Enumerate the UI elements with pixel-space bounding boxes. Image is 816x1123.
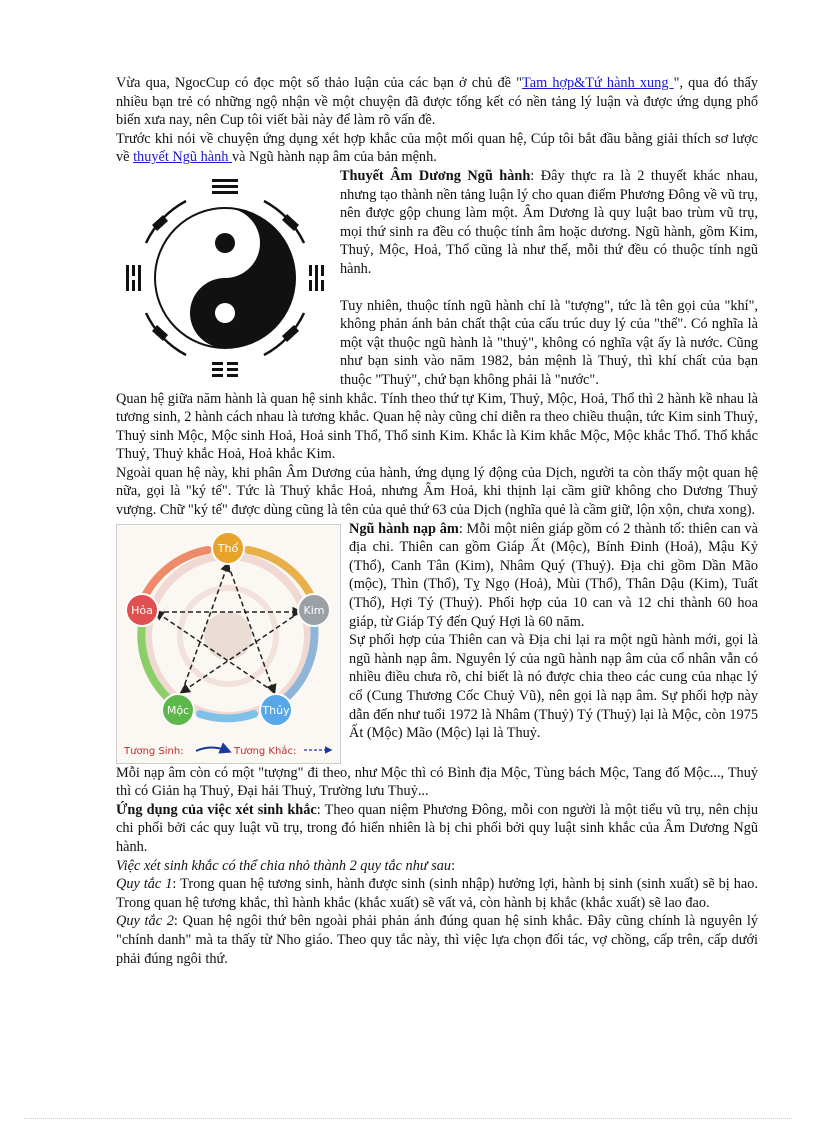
intro-paragraph-1: Vừa qua, NgocCup có đọc một số thảo luận của các bạn ở chủ đề "Tam hợp&Tứ hành xung ", qua đó thấy nhiều bạn trẻ có những ngộ nhận về một chuyện đã được tổng kết có nền tảng lý luận và được ứng dụng phổ biến xưa nay, nên Cup tôi viết bài này để làm rõ vấn đề. [116, 75, 759, 129]
quan-he-paragraph-2: Ngoài quan hệ này, khi phân Âm Dương của hành, ứng dụng lý động của Dịch, người ta còn thấy một quan hệ nữa, gọi là "ký tế". Tức là Thuỷ khắc Hoả, nhưng Âm Hoả, khi thịnh lại cầm giữ không cho Dương Thuỷ vượng. Chữ "ký tế" được dùng cũng là tên của quẻ thứ 63 của Dịch (nghĩa quẻ là cầm giữ, lộn xộn, chưa xong). [116, 464, 758, 519]
svg-text:Kim: Kim [303, 603, 325, 617]
am-duong-paragraph-2: Tuy nhiên, thuộc tính ngũ hành chỉ là "tượng", tức là tên gọi của "khí", không phản ánh bản chất thật của cấu trúc duy lý của "thể". Có nghĩa là một vật thuộc ngũ hành là "thuỷ", không có nghĩa vật ấy là nước. Cũng như bạn sinh vào năm 1982, bản mệnh là Thuỷ, thì khí chất của bạn thuộc "Thuỷ", chứ bạn không phải là "nước". [340, 297, 758, 388]
nap-am-title: Ngũ hành nạp âm [349, 520, 459, 537]
legend-tuong-sinh: Tương Sinh: [124, 745, 184, 757]
nap-am-paragraph-3: Mỗi nạp âm còn có một "tượng" đi theo, như Mộc thì có Bình địa Mộc, Tùng bách Mộc, Tang đố Mộc..., Thuỷ thì có Giản hạ Thuỷ, Đại hải Thuỷ, Trường lưu Thuỷ... [116, 764, 758, 800]
ung-dung-italic-note: Việc xét sinh khắc có thể chia nhỏ thành 2 quy tắc như sau: [116, 857, 456, 874]
rule-1-paragraph: Quy tắc 1: Trong quan hệ tương sinh, hành được sinh (sinh nhập) hưởng lợi, hành bị sinh (sinh xuất) sẽ bị hao. Trong quan hệ tương khắc, thì hành khắc (khắc xuất) sẽ vất vả, còn hành bị khắc (khắc xuất) sẽ lao đao. [116, 876, 758, 911]
quan-he-paragraph-1: Quan hệ giữa năm hành là quan hệ sinh khắc. Tính theo thứ tự Kim, Thuỷ, Mộc, Hoả, Thổ thì 2 hành kề nhau là tương sinh, 2 hành cách nhau là tương khắc. Quan hệ này cũng chỉ diễn ra theo chiều thuận, tức Kim sinh Thuỷ, Thuỷ sinh Mộc, Mộc sinh Hoả, Hoả sinh Thổ, Thổ sinh Kim. Khắc là Kim khắc Mộc, Mộc khắc Thổ. Thổ khắc Thuỷ, Thuỷ khắc Hoả, Hoả khắc Kim. [116, 390, 758, 463]
svg-text:Mộc: Mộc [166, 703, 190, 717]
rule-2-paragraph: Quy tắc 2: Quan hệ ngôi thứ bên ngoài phải phản ánh đúng quan hệ sinh khắc. Đây cũng chính là nguyên lý "chính danh" mà ta thấy từ Nho giáo. Theo quy tắc này, thì việc lựa chọn đối tác, vợ chồng, cấp trên, cấp dưới phải đúng ngôi thứ. [116, 913, 758, 967]
rule-1-label: Quy tắc 1 [116, 876, 173, 893]
ung-dung-paragraph-1: Ứng dụng của việc xét sinh khắc: Theo quan niệm Phương Đông, mỗi con người là một tiểu vũ trụ, nên chịu chi phối bởi các quy luật vũ trụ, trong đó hiển nhiên là bị chi phối bởi quy luật sinh khắc của Âm Dương Ngũ hành. [116, 801, 758, 856]
svg-text:Thổ: Thổ [217, 541, 239, 555]
legend-tuong-khac: Tương Khắc: [234, 745, 297, 757]
five-elements-diagram [116, 524, 341, 764]
node-tho [212, 532, 244, 564]
intro-paragraph-2: Trước khi nói về chuyện ứng dụng xét hợp khắc của một mối quan hệ, Cúp tôi bắt đầu bằng giải thích sơ lược về thuyết Ngũ hành và Ngũ hành nạp âm của bản mệnh. [116, 130, 758, 166]
yin-yang-icon [116, 169, 334, 387]
ngu-hanh-diagram [116, 524, 341, 764]
nap-am-paragraph-1: Ngũ hành nạp âm: Mỗi một niên giáp gồm có 2 thành tố: thiên can và địa chi. Thiên can gồm Giáp Ất (Mộc), Bính Đinh (Hoả), Mậu Kỷ (Thổ), Canh Tân (Kim), Nhâm Quý (Thuỷ). Địa chi gồm Dần Mão (mộc), Thìn (Thổ), Tỵ Ngọ (Hoả), Mùi (Thổ), Thân Dậu (Kim), Tuất (Thổ), Hợi Tý (Thuỷ). Phối hợp của 10 can và 12 chi thành 60 hoa giáp, từ Giáp Tý đến Quý Hợi là 60 năm. [349, 520, 758, 630]
am-duong-paragraph-1: Thuyết Âm Dương Ngũ hành: Đây thực ra là 2 thuyết khác nhau, nhưng tạo thành nền tảng luận lý cho quan điểm Phương Đông về vũ trụ, nên được gộp chung làm một. Âm Dương là quy luật bao trùm vũ trụ, mọi thứ sinh ra đều có thuộc tính âm hoặc dương. Ngũ hành, gồm Kim, Thuỷ, Mộc, Hoả, Thổ cũng là như thế, mỗi thứ đều có thuộc tính ngũ hành. [340, 167, 758, 277]
svg-text:Hỏa: Hỏa [131, 603, 153, 617]
yin-yang-figure [116, 169, 334, 387]
svg-text:Thủy: Thủy [262, 703, 290, 717]
page-bottom-divider [24, 1118, 792, 1119]
node-thuy [260, 694, 292, 726]
ung-dung-title: Ứng dụng của việc xét sinh khắc [116, 801, 317, 818]
node-moc [162, 694, 194, 726]
article [116, 74, 758, 968]
node-hoa [126, 594, 158, 626]
am-duong-title: Thuyết Âm Dương Ngũ hành [340, 167, 531, 184]
link-thuyet-ngu-hanh[interactable]: thuyết Ngũ hành [133, 149, 232, 166]
link-tam-hop[interactable]: Tam hợp&Tứ hành xung [521, 75, 674, 91]
rule-2-label: Quy tắc 2 [116, 913, 174, 930]
node-kim [298, 594, 330, 626]
nap-am-paragraph-2: Sự phối hợp của Thiên can và Địa chi lại ra một ngũ hành mới, gọi là ngũ hành nạp âm. Nguyên lý của ngũ hành nạp âm của cổ nhân vẫn có nhiều điều chưa rõ, chỉ biết là nó được chia theo các cung của nhạc lý cổ (Cung Thương Cốc Chuỷ Vũ), nên gọi là nạp âm. Sự phối hợp này dẫn đến như tuổi 1972 là Nhâm (Thuỷ) Tý (Thuỷ) lại là Mộc, còn 1975 Ất (Mộc) Mão (Mộc) lại là Thuỷ. [349, 632, 758, 742]
